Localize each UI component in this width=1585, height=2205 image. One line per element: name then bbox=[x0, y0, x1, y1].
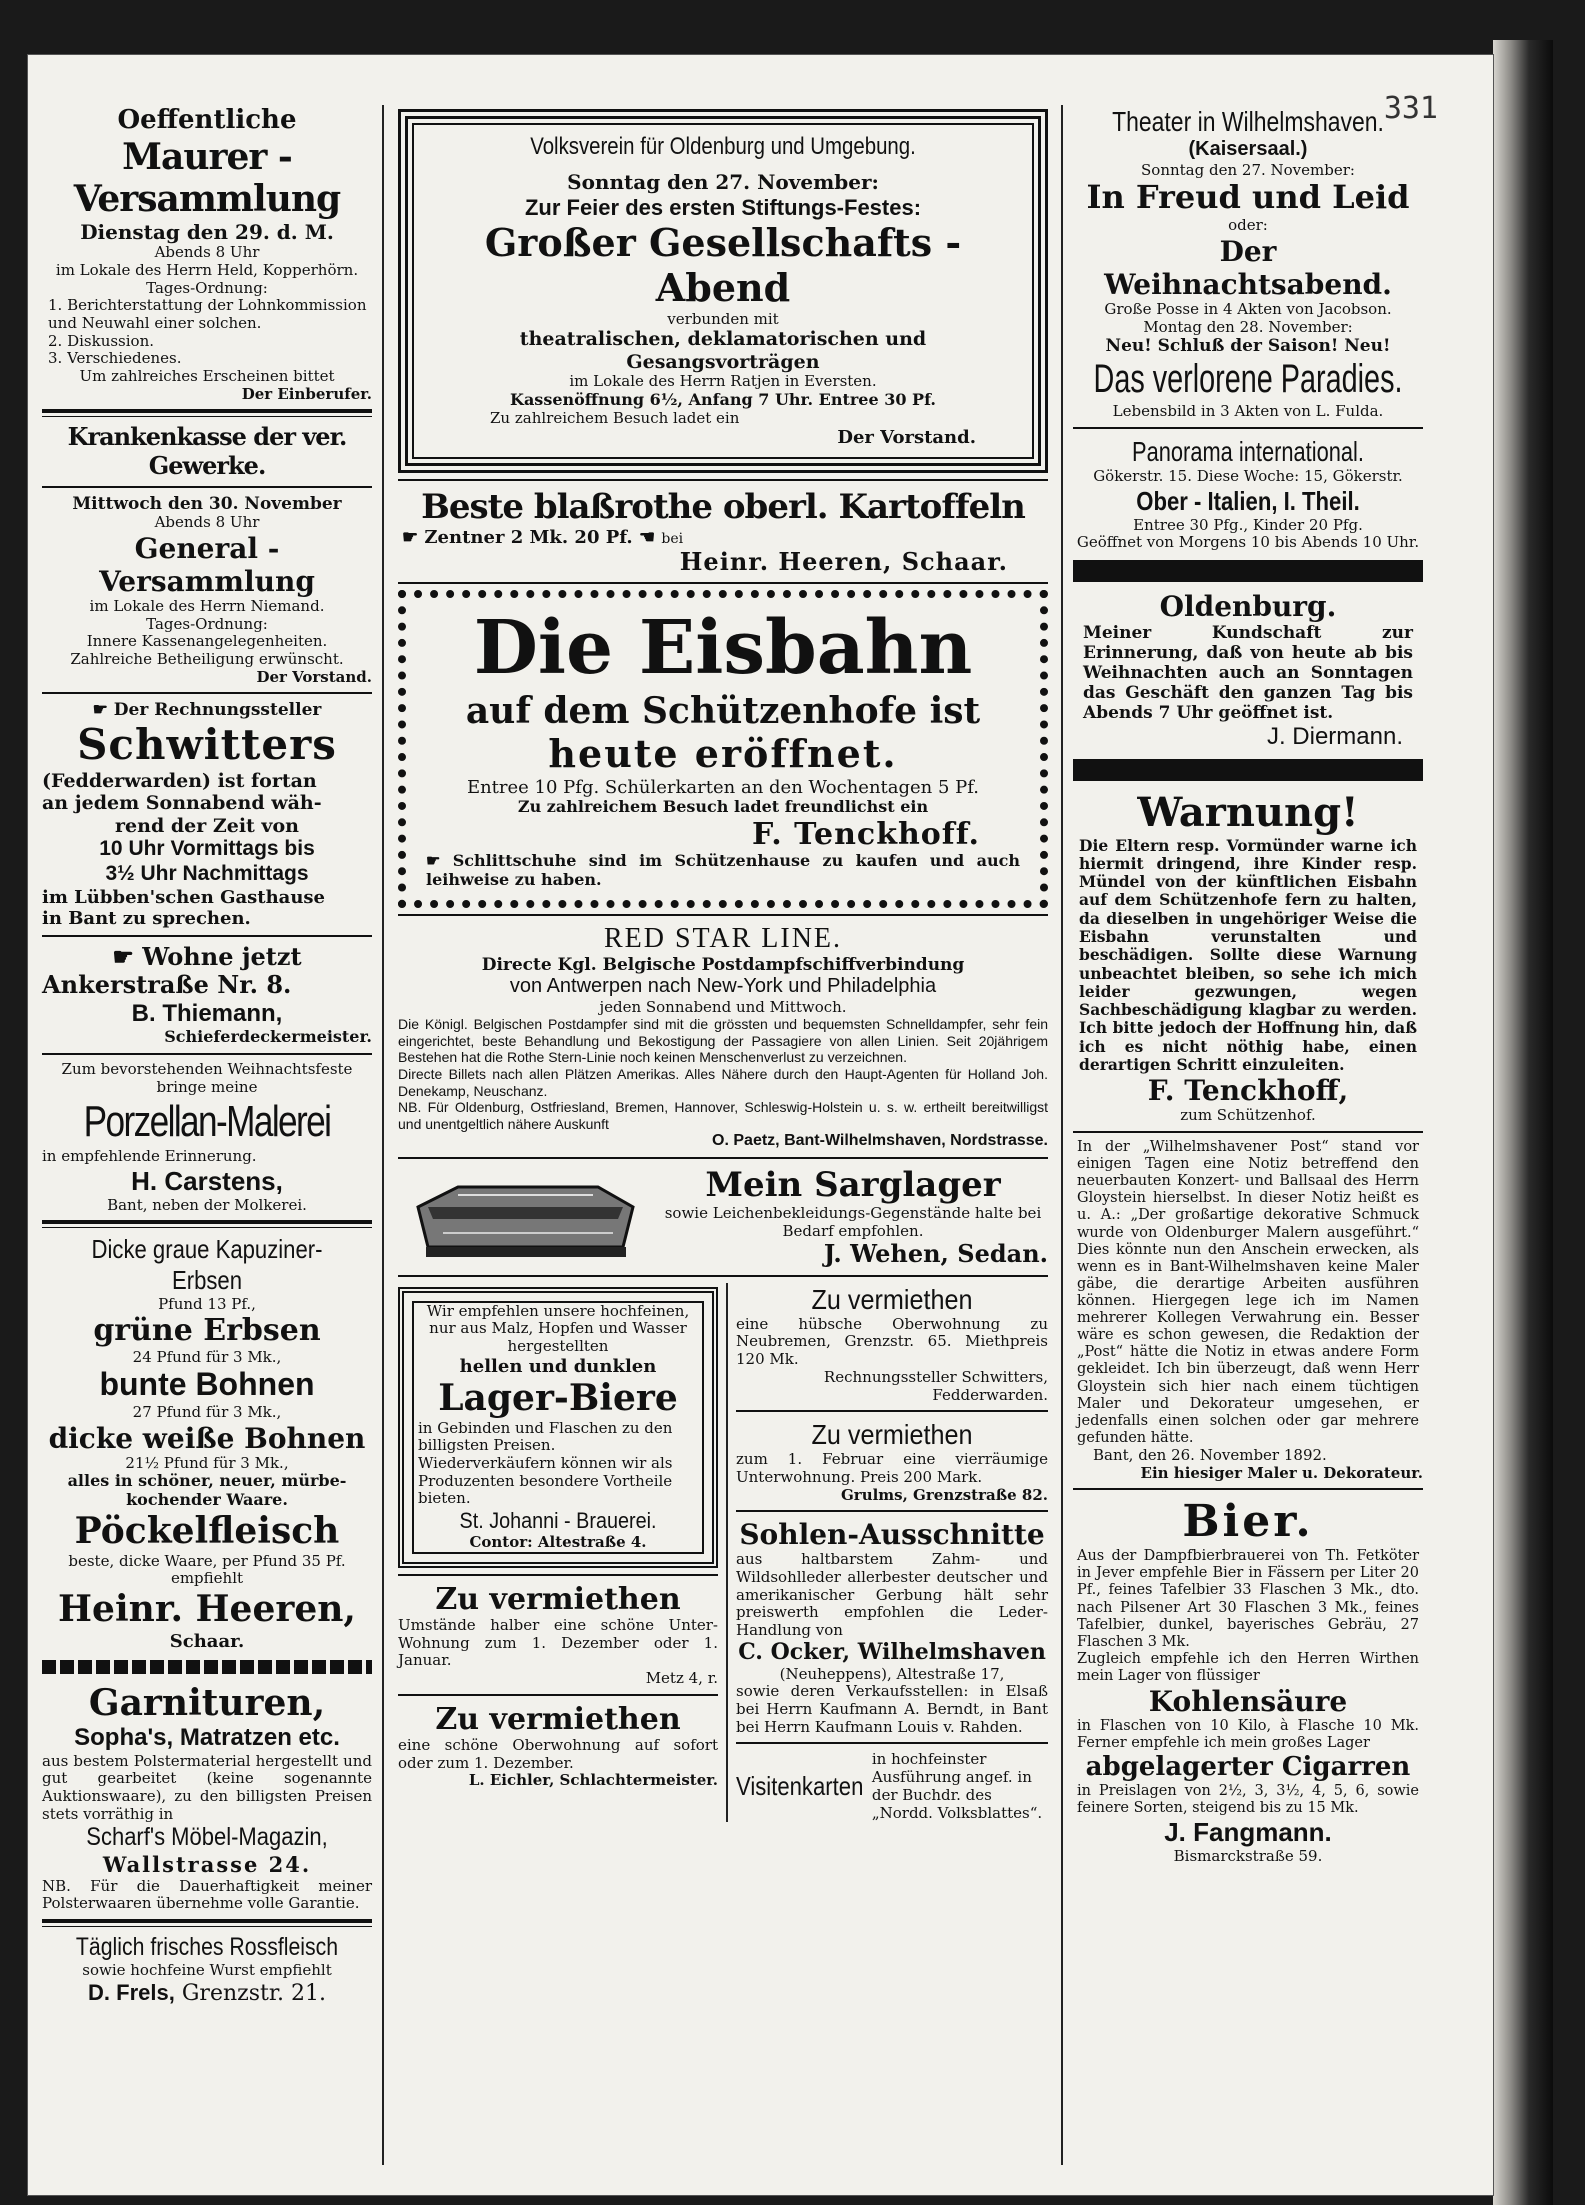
ad-line: rend der Zeit von bbox=[115, 814, 299, 837]
ad-address: (Neuheppens), Altestraße 17, bbox=[779, 1664, 1005, 1683]
divider bbox=[42, 692, 372, 694]
ad-line: Neu! Schluß der Saison! Neu! bbox=[1105, 336, 1391, 357]
ad-oldenburg bbox=[1073, 590, 1423, 752]
ad-title: Oeffentliche bbox=[117, 105, 297, 135]
ad-headline: Zu vermiethen bbox=[811, 1283, 973, 1315]
ad-headline: Pöckelfleisch bbox=[74, 1510, 340, 1553]
ad-place: im Lokale des Herrn Held, Kopperhörn. bbox=[55, 260, 359, 279]
ad-price: beste, dicke Waare, per Pfund 35 Pf. bbox=[68, 1551, 346, 1570]
ad-headline: Porzellan-Malerei bbox=[83, 1097, 331, 1147]
pointing-hand-icon: ☛ bbox=[92, 700, 108, 721]
ad-vermiethen-d bbox=[736, 1418, 1048, 1504]
ad-date: Sonntag den 27. November: bbox=[1141, 160, 1355, 179]
ad-heeren-erbsen bbox=[42, 1234, 372, 1652]
ad-warnung bbox=[1073, 789, 1423, 1125]
agenda-heading: Tages-Ordnung: bbox=[146, 278, 268, 297]
book-spine bbox=[1493, 40, 1553, 2205]
pointing-hand-icon: ☚ bbox=[638, 526, 656, 548]
ad-carstens bbox=[42, 1061, 372, 1214]
column-2 bbox=[398, 105, 1048, 1822]
ad-body: in hochfeinster Ausführung angef. in der Buchdr. des „Nordd. Volksblattes“. bbox=[871, 1750, 1043, 1823]
ad-line: Lebensbild in 3 Akten von L. Fulda. bbox=[1112, 402, 1384, 421]
ad-title: Warnung! bbox=[1137, 789, 1359, 837]
ad-body: zum 1. Februar eine vierräumige Unterwohnung. Preis 200 Mark. bbox=[736, 1450, 1048, 1486]
ad-headline: dicke weiße Bohnen bbox=[48, 1421, 366, 1455]
split-rule bbox=[726, 1283, 728, 1823]
ad-name: H. Carstens, bbox=[131, 1165, 283, 1196]
ad-line: in empfehlende Erinnerung. bbox=[42, 1147, 257, 1166]
ad-headline: Das verlorene Paradies. bbox=[1093, 357, 1403, 402]
newspaper-page bbox=[28, 55, 1493, 2195]
ad-date: Dienstag den 29. d. M. bbox=[80, 219, 334, 244]
ad-date: Bant, den 26. November 1892. bbox=[1093, 1445, 1327, 1464]
ad-headline: In Freud und Leid bbox=[1086, 178, 1410, 217]
ad-address: Bant, neben der Molkerei. bbox=[107, 1195, 307, 1214]
ad-body: Aus der Dampfbierbrauerei von Th. Fetköter in Jever empfehle Bier in Fässern per Liter 20 Pf., feines Tafelbier 33 Flaschen 3 Mk., dto. nach Pilsener Art 30 Flaschen 3 Mk., feines Tafelbier, dunkel, bayerisches Gebräu, 27 Flaschen 3 Mk. bbox=[1077, 1548, 1419, 1650]
divider bbox=[398, 1275, 1048, 1277]
ad-title: Panorama international. bbox=[1132, 436, 1364, 468]
ad-name: F. Tenckhoff. bbox=[751, 816, 980, 852]
ad-address: Grenzstr. 21. bbox=[181, 1981, 326, 2007]
lower-split bbox=[398, 1283, 1048, 1823]
ad-visitenkarten bbox=[736, 1750, 1048, 1822]
ad-line: in Bant zu sprechen. bbox=[42, 907, 251, 929]
ad-body: Zugleich empfehle ich den Herren Wirthen mein Lager von flüssiger bbox=[1077, 1650, 1419, 1685]
divider bbox=[42, 409, 372, 417]
ad-price: 21½ Pfund für 3 Mk., bbox=[125, 1453, 289, 1472]
ad-date: Montag den 28. November: bbox=[1143, 317, 1353, 336]
ad-title: Theater in Wilhelmshaven. bbox=[1112, 106, 1384, 137]
ad-signer: Metz 4, r. bbox=[645, 1669, 718, 1688]
ad-line: empfiehlt bbox=[170, 1569, 244, 1588]
ad-name: B. Thiemann, bbox=[131, 999, 283, 1027]
ad-body: Umstände halber eine schöne Unter-Wohnung zum 1. Dezember oder 1. Januar. bbox=[398, 1615, 718, 1670]
ad-name: J. Wehen, Sedan. bbox=[823, 1239, 1048, 1269]
column-rule-1 bbox=[382, 105, 384, 2165]
ad-line: auf dem Schützenhofe ist bbox=[465, 689, 981, 732]
ad-signer: Ein hiesiger Maler u. Dekorateur. bbox=[1140, 1463, 1423, 1482]
ad-name: Scharf's Möbel-Magazin, bbox=[86, 1823, 328, 1852]
ad-headline: RED STAR LINE. bbox=[603, 923, 843, 955]
ad-line: Große Posse in 4 Akten von Jacobson. bbox=[1104, 299, 1392, 318]
ad-bier bbox=[1073, 1496, 1423, 1865]
ad-line: jeden Sonnabend und Mittwoch. bbox=[599, 997, 847, 1016]
ad-maler bbox=[1073, 1139, 1423, 1482]
ad-trade: Schieferdeckermeister. bbox=[164, 1027, 372, 1046]
ad-venue: (Kaisersaal.) bbox=[1188, 138, 1308, 161]
ad-headline: Zu vermiethen bbox=[811, 1419, 973, 1451]
ad-sarglager bbox=[398, 1165, 1048, 1269]
ad-name: D. Frels, bbox=[88, 1980, 175, 2006]
ad-address: Contor: Altestraße 4. bbox=[469, 1532, 647, 1551]
agenda-item: Innere Kassenangelegenheiten. bbox=[86, 632, 328, 651]
pointing-hand-icon: ☛ bbox=[426, 851, 441, 871]
agenda-item: 1. Berichterstattung der Lohnkommission und Neuwahl einer solchen. bbox=[48, 296, 367, 332]
ad-headline: Die Eisbahn bbox=[473, 605, 973, 692]
black-bar-divider bbox=[1073, 759, 1423, 781]
ad-headline: Lager-Biere bbox=[438, 1377, 678, 1420]
ad-headline: abgelagerter Cigarren bbox=[1085, 1752, 1411, 1783]
ad-redstar bbox=[398, 922, 1048, 1151]
ad-name: Heinr. Heeren, Schaar. bbox=[679, 546, 1008, 576]
ad-panorama bbox=[1073, 435, 1423, 552]
ad-line: von Antwerpen nach New-York und Philadelphia bbox=[509, 975, 937, 998]
ad-price: 27 Pfund für 3 Mk., bbox=[132, 1403, 282, 1422]
ad-intro: Der Rechnungssteller bbox=[113, 700, 322, 721]
agenda-item: 2. Diskussion. bbox=[48, 331, 155, 350]
divider bbox=[398, 914, 1048, 916]
ad-headline: Visitenkarten bbox=[736, 1770, 864, 1801]
ad-line: Geöffnet von Morgens 10 bis Abends 10 Uhr. bbox=[1076, 533, 1420, 552]
black-bar-divider bbox=[1073, 560, 1423, 582]
divider bbox=[398, 1157, 1048, 1159]
ad-title: Oldenburg. bbox=[1159, 589, 1337, 623]
ad-name: J. Fangmann. bbox=[1164, 1817, 1332, 1848]
ad-name: J. Diermann. bbox=[1266, 723, 1403, 751]
divider bbox=[398, 582, 1048, 584]
ad-line: 10 Uhr Vormittags bis bbox=[99, 837, 315, 861]
ad-subheading: Sopha's, Matratzen etc. bbox=[74, 1724, 340, 1752]
ad-line: Zum bevorstehenden Weihnachtsfeste bbox=[61, 1059, 353, 1078]
ad-body: aus bestem Polstermaterial hergestellt und gut gearbeitet (keine sogenannte Auktionswaare), zu den billigsten Preisen stets vorräthig in bbox=[42, 1751, 372, 1823]
ad-times: Kassenöffnung 6½, Anfang 7 Uhr. Entree 30 Pf. bbox=[510, 389, 936, 409]
column-1 bbox=[42, 105, 372, 2007]
coffin-illustration bbox=[398, 1167, 648, 1267]
ad-headline: General - Versammlung bbox=[99, 531, 315, 598]
divider bbox=[1073, 427, 1423, 429]
ad-line: Directe Kgl. Belgische Postdampfschiffverbindung bbox=[481, 955, 965, 976]
ad-headline: bunte Bohnen bbox=[99, 1366, 315, 1403]
ad-schwitters bbox=[42, 700, 372, 929]
divider bbox=[398, 479, 1048, 481]
ad-time: Abends 8 Uhr bbox=[154, 513, 260, 532]
ad-title: Bier. bbox=[1182, 1496, 1314, 1548]
ad-maurer bbox=[42, 105, 372, 403]
ad-headline: Großer Gesellschafts - Abend bbox=[484, 219, 962, 310]
lower-right bbox=[736, 1283, 1048, 1823]
ad-line: sowie hochfeine Wurst empfiehlt bbox=[82, 1961, 332, 1980]
ad-line: verbunden mit bbox=[667, 309, 779, 328]
divider bbox=[398, 1694, 718, 1696]
ad-line: Entree 10 Pfg. Schülerkarten an den Wochentagen 5 Pf. bbox=[466, 776, 980, 798]
ad-volksverein bbox=[398, 109, 1048, 473]
ad-eisbahn bbox=[398, 590, 1048, 908]
ad-price: 24 Pfund für 3 Mk., bbox=[132, 1347, 282, 1366]
ad-body: sowie deren Verkaufsstellen: in Elsaß bei Herrn Kaufmann A. Berndt, in Bant bei Herrn Kaufmann Louis v. Rahden. bbox=[736, 1682, 1048, 1736]
ad-sohlen bbox=[736, 1518, 1048, 1736]
ad-line: hellen und dunklen bbox=[459, 1355, 657, 1377]
ad-body: aus haltbarstem Zahm- und Wildsohlleder allerbester deutscher und amerikanischer Gerbung hält sehr preiswerth empfohlen die Leder-Handlung von bbox=[736, 1550, 1048, 1640]
ad-date: Sonntag den 27. November: bbox=[567, 170, 879, 195]
ad-headline: grüne Erbsen bbox=[93, 1313, 321, 1349]
ad-headline: Zu vermiethen bbox=[435, 1581, 681, 1617]
ad-headline: Mein Sarglager bbox=[705, 1164, 1001, 1205]
ad-line: zum Schützenhof. bbox=[1180, 1106, 1316, 1125]
pointing-hand-icon: ☛ bbox=[112, 942, 134, 972]
ad-signer: O. Paetz, Bant-Wilhelmshaven, Nordstrasse. bbox=[712, 1132, 1048, 1150]
ad-price: Pfund 13 Pf., bbox=[158, 1294, 256, 1313]
ad-scharf bbox=[42, 1682, 372, 1913]
ad-brauerei bbox=[398, 1287, 718, 1568]
ad-closing: Zahlreiche Betheiligung erwünscht. bbox=[70, 649, 344, 668]
ad-name: Schwitters bbox=[77, 720, 337, 770]
ad-signer: Rechnungssteller Schwitters, Fedderwarden. bbox=[823, 1367, 1048, 1404]
ad-line: in Gebinden und Flaschen zu den billigsten Preisen. bbox=[418, 1418, 673, 1455]
ad-line: 3½ Uhr Nachmittags bbox=[105, 861, 309, 885]
ad-note: NB. Für Oldenburg, Ostfriesland, Bremen, Hannover, Schleswig-Holstein u. s. w. ertheilt bereitwilligst und unentgeltlich nähere Auskunft bbox=[398, 1099, 1048, 1132]
ad-headline: Sohlen-Ausschnitte bbox=[739, 1518, 1045, 1552]
ad-time: Abends 8 Uhr bbox=[154, 243, 260, 262]
ad-closing: Zu zahlreichem Besuch ladet ein bbox=[490, 408, 740, 427]
divider bbox=[42, 1919, 372, 1927]
ad-vermiethen-a bbox=[398, 1582, 718, 1688]
ad-line: Ankerstraße Nr. 8. bbox=[42, 970, 292, 1000]
ad-headline: Der Weihnachtsabend. bbox=[1104, 234, 1392, 301]
ad-line: im Lübben'schen Gasthause bbox=[42, 886, 326, 908]
ad-signer: L. Eichler, Schlachtermeister. bbox=[468, 1771, 718, 1790]
divider bbox=[42, 1053, 372, 1055]
ad-signer: Der Vorstand. bbox=[256, 667, 372, 686]
pointing-hand-icon: ☛ bbox=[402, 526, 419, 548]
ad-line: Wohne jetzt bbox=[142, 942, 302, 972]
ad-headline: Kohlensäure bbox=[1148, 1685, 1348, 1719]
ad-kartoffeln bbox=[398, 487, 1048, 577]
lower-left bbox=[398, 1283, 718, 1823]
ad-frels bbox=[42, 1933, 372, 2007]
divider bbox=[1073, 1131, 1423, 1133]
ad-body: Meiner Kundschaft zur Erinnerung, daß von heute ab bis Weihnachten auch an Sonntagen das Geschäft den ganzen Tag bis Abends 7 Uhr geöffnet ist. bbox=[1083, 622, 1413, 724]
ad-address: Bismarckstraße 59. bbox=[1173, 1846, 1323, 1865]
ad-headline: Dicke graue Kapuziner-Erbsen bbox=[91, 1234, 323, 1295]
ad-name: F. Tenckhoff, bbox=[1147, 1074, 1349, 1108]
divider bbox=[736, 1410, 1048, 1412]
ad-line: bringe meine bbox=[156, 1077, 258, 1096]
ad-line: an jedem Sonnabend wäh- bbox=[42, 792, 322, 815]
ad-vermiethen-c bbox=[736, 1283, 1048, 1404]
ad-line: alles in schöner, neuer, mürbe- bbox=[67, 1471, 347, 1491]
ad-place: im Lokale des Herrn Ratjen in Eversten. bbox=[569, 372, 877, 391]
ad-body: eine hübsche Oberwohnung zu Neubremen, Grenzstr. 65. Miethpreis 120 Mk. bbox=[736, 1314, 1048, 1369]
column-3 bbox=[1073, 105, 1423, 1866]
ad-closing: Um zahlreiches Erscheinen bittet bbox=[79, 367, 335, 386]
ad-name: C. Ocker, Wilhelmshaven bbox=[738, 1638, 1046, 1665]
ad-line: Wiederverkäufern können wir als Produzenten besondere Vortheile bieten. bbox=[418, 1453, 673, 1508]
ad-line: sowie Leichenbekleidungs-Gegenstände halte bei Bedarf empfohlen. bbox=[664, 1204, 1042, 1240]
ad-body: in Flaschen von 10 Kilo, à Flasche 10 Mk. Ferner empfehle ich mein großes Lager bbox=[1077, 1718, 1419, 1752]
ad-line: heute eröffnet. bbox=[548, 731, 898, 777]
ad-signer: Grulms, Grenzstraße 82. bbox=[840, 1485, 1048, 1504]
ad-body: Die Königl. Belgischen Postdampfer sind mit die grössten und bequemsten Schnelldampfer, sehr fein eingerichtet, beste Behandlung und Bekostigung der Passagiere von allen Linien. Seit 20jährigem Bestehen hat die Rothe Stern-Linie noch keinen Menschenverlust zu verzeichnen. bbox=[398, 1016, 1048, 1066]
ad-occasion: Zur Feier des ersten Stiftungs-Festes: bbox=[524, 194, 922, 220]
ad-line: Zu zahlreichem Besuch ladet freundlichst ein bbox=[517, 797, 929, 817]
agenda-heading: Tages-Ordnung: bbox=[146, 614, 268, 633]
ad-thiemann bbox=[42, 943, 372, 1047]
ad-date: Mittwoch den 30. November bbox=[72, 494, 342, 515]
ad-note: NB. Für die Dauerhaftigkeit meiner Polsterwaaren übernehme volle Garantie. bbox=[42, 1876, 372, 1913]
ad-headline: Beste blaßrothe oberl. Kartoffeln bbox=[421, 486, 1025, 527]
ad-signer: Der Vorstand. bbox=[837, 427, 976, 449]
ad-vermiethen-b bbox=[398, 1702, 718, 1790]
ad-title: Volksverein für Oldenburg und Umgebung. bbox=[530, 133, 916, 160]
ad-address: Wallstrasse 24. bbox=[102, 1851, 312, 1877]
ad-headline: Täglich frisches Rossfleisch bbox=[75, 1932, 339, 1961]
ad-headline: Garnituren, bbox=[88, 1681, 326, 1724]
column-rule-2 bbox=[1061, 105, 1063, 2165]
ad-price: Zentner 2 Mk. 20 Pf. bbox=[424, 526, 633, 548]
divider bbox=[736, 1510, 1048, 1512]
ad-headline: Maurer - Versammlung bbox=[73, 135, 341, 221]
ad-line: oder: bbox=[1228, 216, 1268, 235]
ad-body: In der „Wilhelmshavener Post“ stand vor einigen Tagen eine Notiz betreffend den neuerbauten Konzert- und Ballsaal des Herrn Gloystein hierselbst. In dieser Notiz heißt es u. A.: „Der großartige dekorative Schmuck wurde von Oldenburger Malern ausgeführt.“ Dies könnte nun den Anschein erwecken, als wenn es in Bant-Wilhelmshaven keine Maler gäbe, die derartige Arbeiten ausführen können. Hiergegen lege ich im Namen mehrerer Kollegen Verwahrung ein. Besser wäre es schon gewesen, die Redaktion der „Post“ hätte die Notiz in etwas andere Form gekleidet. Ich bin überzeugt, daß wenn Herr Gloystein sich hier nach einem tüchtigen Maler und Dekorateur umgesehen, er jedenfalls einen solchen oder gar mehrere gefunden hätte. bbox=[1077, 1139, 1419, 1446]
ad-krankenkasse bbox=[42, 423, 372, 686]
ad-headline: Zu vermiethen bbox=[435, 1701, 681, 1737]
ad-headline: Ober - Italien, I. Theil. bbox=[1136, 485, 1360, 516]
ad-line: kochender Waare. bbox=[126, 1490, 288, 1510]
ad-body: Die Eltern resp. Vormünder warne ich hiermit dringend, ihre Kinder resp. Mündel von der künftlichen Eisbahn auf dem Schützenhofe fern zu halten, da dieselben in ungehöriger Weise die Eisbahn verunstalten und beschädigen. Sollte diese Warnung unbeachtet bleiben, so sehe ich mich leider gezwungen, wegen Sachbeschädigung klagbar zu werden. Ich bitte jedoch der Hoffnung hin, daß ich es nicht nöthig habe, einen derartigen Schritt einzuleiten. bbox=[1079, 835, 1417, 1075]
divider bbox=[42, 935, 372, 937]
page-number: 331 bbox=[1383, 91, 1438, 126]
ad-name: St. Johanni - Brauerei. bbox=[459, 1507, 657, 1533]
ad-signer: Der Einberufer. bbox=[241, 384, 372, 403]
ad-place: im Lokale des Herrn Niemand. bbox=[89, 596, 325, 615]
ad-body: eine schöne Oberwohnung auf sofort oder zum 1. Dezember. bbox=[398, 1736, 718, 1772]
ad-line: Wir empfehlen unsere hochfeinen, nur aus Malz, Hopfen und Wasser hergestellten bbox=[426, 1301, 690, 1356]
ad-body: in Preislagen von 2½, 3, 3½, 4, 5, 6, sowie feinere Sorten, steigend bis zu 15 Mk. bbox=[1077, 1783, 1419, 1817]
ad-line: Schlittschuhe sind im Schützenhause zu kaufen und auch leihweise zu haben. bbox=[426, 851, 1020, 890]
agenda-item: 3. Verschiedenes. bbox=[48, 349, 182, 368]
divider bbox=[42, 1220, 372, 1228]
divider bbox=[1073, 1488, 1423, 1490]
ad-theater bbox=[1073, 105, 1423, 421]
ad-line: (Fedderwarden) ist fortan bbox=[42, 769, 317, 792]
divider bbox=[736, 1742, 1048, 1744]
ad-line: Entree 30 Pfg., Kinder 20 Pfg. bbox=[1133, 515, 1363, 534]
divider bbox=[42, 486, 372, 488]
ad-body: Directe Billets nach allen Plätzen Amerikas. Alles Nähere durch den Haupt-Agenten für Holland Joh. Denekamp, Neuschanz. bbox=[398, 1066, 1048, 1099]
divider bbox=[398, 1574, 718, 1576]
ad-title: Krankenkasse der ver. Gewerke. bbox=[67, 422, 347, 480]
ad-name: Heinr. Heeren, bbox=[58, 1588, 356, 1631]
ad-line: theatralischen, deklamatorischen und Gesangsvorträgen bbox=[519, 328, 927, 373]
ad-line: bei bbox=[661, 530, 684, 547]
ad-place: Schaar. bbox=[169, 1630, 245, 1652]
ornament-divider bbox=[42, 1660, 372, 1674]
ad-line: Gökerstr. 15. Diese Woche: 15, Gökerstr. bbox=[1093, 467, 1403, 486]
